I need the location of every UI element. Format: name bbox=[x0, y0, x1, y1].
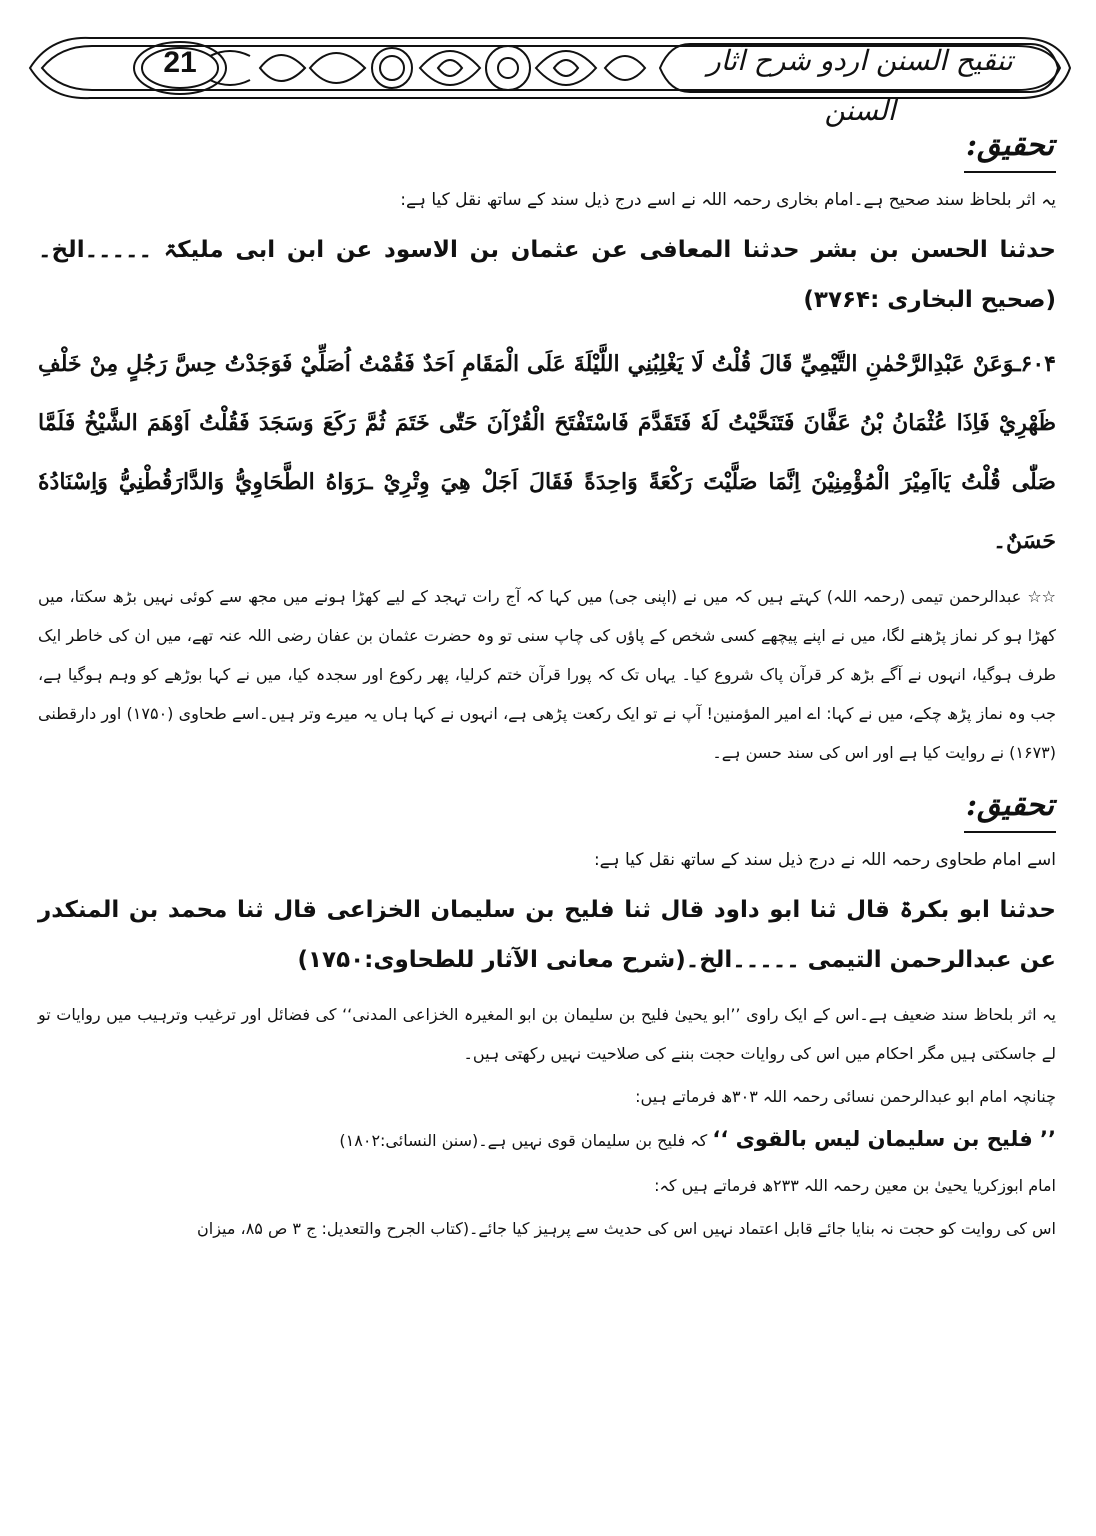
authentication-note: اسے امام طحاوی رحمہ اللہ نے درج ذیل سند کے ساتھ نقل کیا ہے: bbox=[593, 850, 1056, 870]
urdu-translation bbox=[38, 577, 1056, 772]
star-icon: ☆☆ bbox=[1027, 587, 1056, 606]
nasai-quote bbox=[38, 1120, 1056, 1162]
ibn-maeen-intro: امام ابوزکریا یحییٰ بن معین رحمہ اللہ ۲۳۳ھ فرماتے ہیں کہ: bbox=[654, 1176, 1056, 1195]
hadith-number: ۶۰۴ bbox=[1020, 351, 1056, 377]
isnad-chain: حدثنا الحسن بن بشر حدثنا المعافی عن عثمان بن الاسود عن ابن ابی ملیکۃ ۔۔۔۔۔الخ۔(صحیح البخاری :۳۷۶۴) bbox=[38, 237, 1056, 313]
section-heading: تحقیق: bbox=[964, 124, 1056, 173]
section-heading: تحقیق: bbox=[964, 784, 1056, 833]
nasai-quote-urdu: کہ فلیح بن سلیمان قوی نہیں ہے۔(سنن النسائی:۱۸۰۲) bbox=[339, 1131, 708, 1150]
page-number: 21 bbox=[163, 46, 197, 79]
nasai-quote-arabic: ’’ فلیح بن سلیمان لیس بالقوی ‘‘ bbox=[712, 1127, 1056, 1151]
weakness-note: یہ اثر بلحاظ سند ضعیف ہے۔اس کے ایک راوی ’’ابو یحییٰ فلیح بن سلیمان بن ابو المغیرہ الخزاعی المدنی‘‘ کی فضائل اور ترغیب وترہیب میں روایات تو لے جاسکتی ہیں مگر احکام میں اس کی روایات حجت بننے کی صلاحیت نہیں رکھتی ہیں۔ bbox=[38, 1005, 1056, 1063]
translation-body: عبدالرحمن تیمی (رحمہ اللہ) کہتے ہیں کہ میں نے (اپنی جی) میں کہا کہ آج رات تہجد کے لیے کھڑا ہونے میں مجھ سے کوئی نہیں بڑھ سکتا، میں کھڑا ہو کر نماز پڑھنے لگا، میں نے اپنے پیچھے کسی شخص کے پاؤں کی چاپ سنی تو وہ حضرت عثمان بن عفان رضی اللہ عنہ تھے، میں ان کی خاطر ایک طرف ہوگیا، انہوں نے آگے بڑھ کر قرآن پاک شروع کیا۔ یہاں تک کہ پورا قرآن ختم کرلیا، پھر رکوع اور سجدہ کیا، میں نے کہا بوڑھے کو وہم ہوگیا ہے، جب وہ نماز پڑھ چکے، میں نے کہا: اے امیر المؤمنین! آپ نے تو ایک رکعت پڑھی ہے، انہوں نے کہا ہاں یہ میرے وتر ہیں۔اسے طحاوی (۱۷۵۰) اور دارقطنی (۱۶۷۳) نے روایت کیا ہے اور اس کی سند حسن ہے۔ bbox=[38, 587, 1056, 762]
ornamental-header bbox=[20, 28, 1076, 127]
nasai-intro: چنانچہ امام ابو عبدالرحمن نسائی رحمہ اللہ ۳۰۳ھ فرماتے ہیں: bbox=[635, 1087, 1056, 1106]
hadith-body: ـوَعَنْ عَبْدِالرَّحْمٰنِ التَّيْمِيِّ قَالَ قُلْتُ لَا يَغْلِبُنِي اللَّيْلَةَ عَلَى الْمَقَامِ اَحَدٌ فَقُمْتُ اُصَلِّيْ فَوَجَدْتُ حِسَّ رَجُلٍ مِنْ خَلْفِ ظَهْرِيْ فَاِذَا عُثْمَانُ بْنُ عَفَّانَ فَتَنَحَّيْتُ لَهٗ فَتَقَدَّمَ فَاسْتَفْتَحَ الْقُرْآنَ حَتّٰى خَتَمَ ثُمَّ رَكَعَ وَسَجَدَ فَقُلْتُ اَوْهَمَ الشَّيْخُ فَلَمَّا صَلّٰى قُلْتُ يَااَمِيْرَ الْمُؤْمِنِيْنَ اِنَّمَا صَلَّيْتَ رَكْعَةً وَاحِدَةً فَقَالَ اَجَلْ هِيَ وِتْرِيْ ـرَوَاهُ الطَّحَاوِيُّ وَالدَّارَقُطْنِيُّ وَاِسْنَادُهٗ حَسَنٌ۔ bbox=[38, 351, 1056, 554]
book-title: تنقیح السنن اردو شرح آثار السنن bbox=[707, 44, 1013, 127]
page-content bbox=[38, 118, 1056, 1252]
authentication-note: یہ اثر بلحاظ سند صحیح ہے۔امام بخاری رحمہ اللہ نے اسے درج ذیل سند کے ساتھ نقل کیا ہے: bbox=[400, 190, 1056, 210]
isnad-chain: حدثنا ابو بکرۃ قال ثنا ابو داود قال ثنا فلیح بن سلیمان الخزاعی قال ثنا محمد بن المنکدر عن عبدالرحمن التیمی ۔۔۔۔۔الخ۔(شرح معانی الآثار للطحاوی:۱۷۵۰) bbox=[38, 897, 1056, 973]
ibn-maeen-text: اس کی روایت کو حجت نہ بنایا جائے قابل اعتماد نہیں اس کی حدیث سے پرہیز کیا جائے۔(کتاب الجرح والتعدیل: ج ۳ ص ۸۵، میزان bbox=[197, 1219, 1056, 1238]
hadith-text bbox=[38, 335, 1056, 571]
